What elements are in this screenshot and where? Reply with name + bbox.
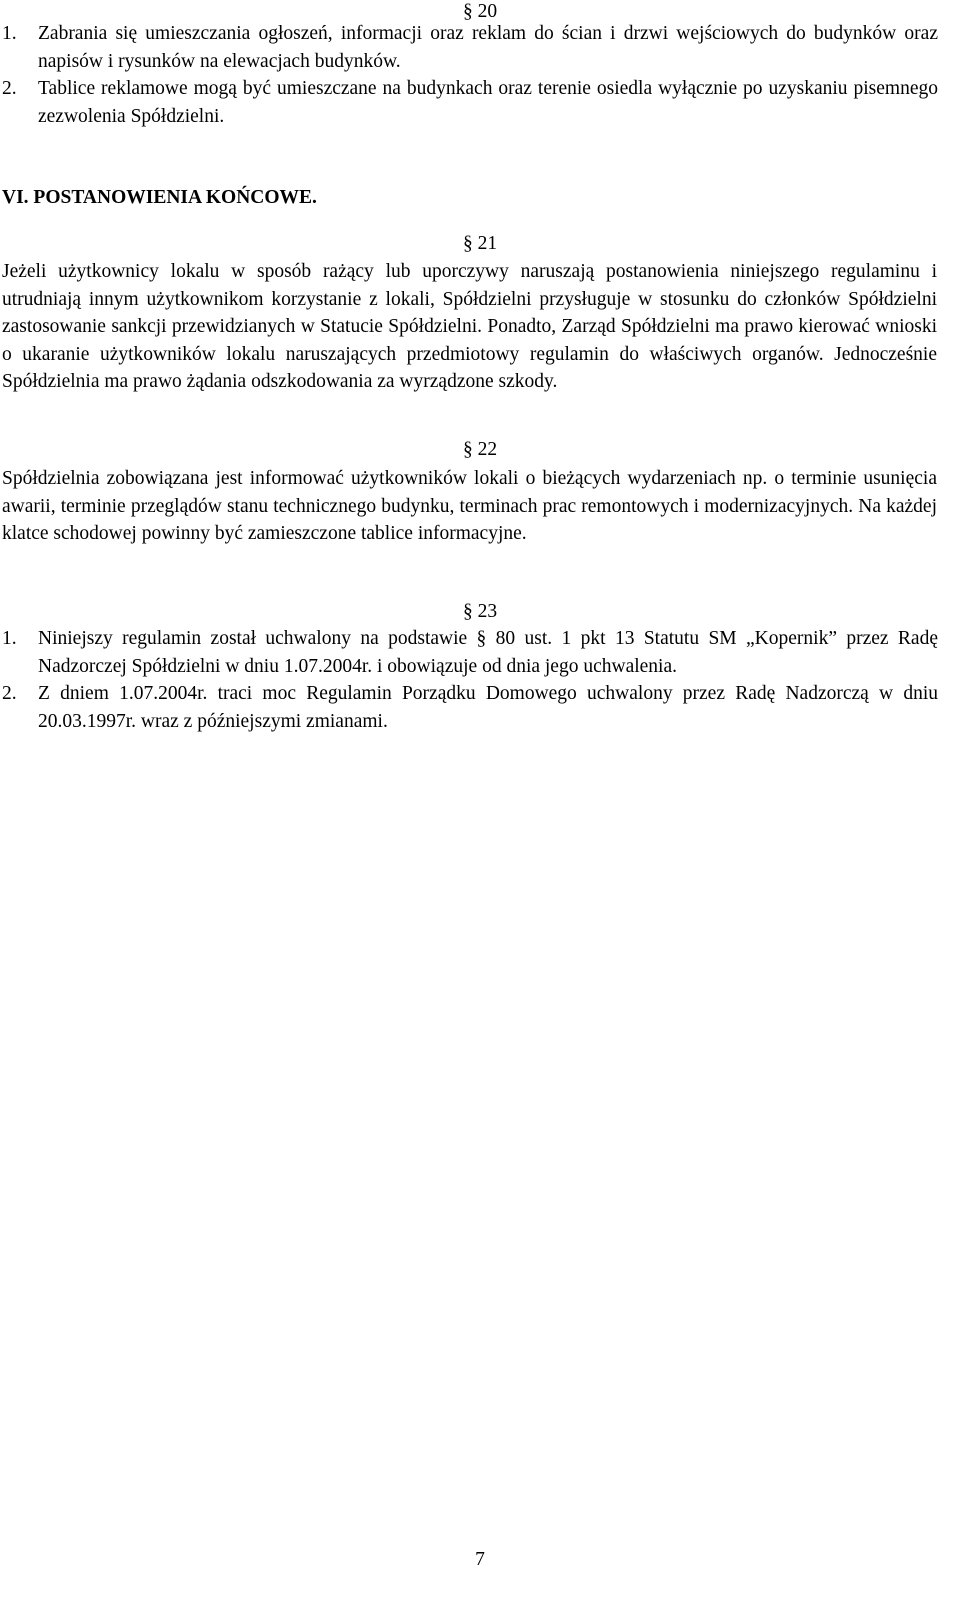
list-item-text: Tablice reklamowe mogą być umieszczane na budynkach oraz terenie osiedla wyłącznie po uzyskaniu pisemnego zezwolenia Spółdzielni. bbox=[38, 78, 938, 127]
section-22-paragraph: Spółdzielnia zobowiązana jest informować użytkowników lokali o bieżących wydarzeniach np. o terminie usunięcia awarii, terminie przeglądów stanu technicznego budynku, terminach prac remontowych i modernizacyjnych. Na każdej klatce schodowej powinny być zamieszczone tablice informacyjne. bbox=[2, 468, 937, 544]
section-number: 23 bbox=[477, 601, 498, 622]
list-item bbox=[2, 20, 938, 75]
section-number: 22 bbox=[477, 439, 498, 460]
section-sign: § bbox=[462, 601, 473, 622]
chapter-heading: VI. POSTANOWIENIA KOŃCOWE. bbox=[2, 187, 317, 208]
list-item bbox=[2, 680, 938, 735]
list-item-text: Niniejszy regulamin został uchwalony na podstawie § 80 ust. 1 pkt 13 Statutu SM „Kopernik” przez Radę Nadzorczej Spółdzielni w dniu 1.07.2004r. i obowiązuje od dnia jego uchwalenia. bbox=[38, 628, 938, 677]
list-item bbox=[2, 625, 938, 680]
page-number: 7 bbox=[475, 1549, 485, 1570]
list-item-text: Zabrania się umieszczania ogłoszeń, informacji oraz reklam do ścian i drzwi wejściowych do budynków oraz napisów i rysunków na elewacjach budynków. bbox=[38, 23, 938, 72]
list-item-number: 2. bbox=[2, 78, 17, 99]
section-20-list bbox=[2, 20, 938, 130]
list-item bbox=[2, 75, 938, 130]
section-21-paragraph: Jeżeli użytkownicy lokalu w sposób rażący lub uporczywy naruszają postanowienia niniejszego regulaminu i utrudniają innym użytkownikom korzystanie z lokali, Spółdzielni przysługuje w stosunku do członków Spółdzielni zastosowanie sankcji przewidzianych w Statucie Spółdzielni. Ponadto, Zarząd Spółdzielni ma prawo kierować wnioski o ukaranie użytkowników lokalu naruszających przedmiotowy regulamin do właściwych organów. Jednocześnie Spółdzielnia ma prawo żądania odszkodowania za wyrządzone szkody. bbox=[2, 261, 937, 392]
list-item-number: 1. bbox=[2, 628, 17, 649]
list-item-number: 1. bbox=[2, 23, 17, 44]
section-sign: § bbox=[462, 233, 473, 254]
section-number: 21 bbox=[477, 233, 498, 254]
list-item-number: 2. bbox=[2, 683, 17, 704]
section-23-heading bbox=[0, 600, 960, 624]
section-sign: § bbox=[462, 1, 473, 22]
section-21-heading bbox=[0, 232, 960, 256]
section-23-list bbox=[2, 625, 938, 735]
section-sign: § bbox=[462, 439, 473, 460]
section-number: 20 bbox=[477, 1, 498, 22]
section-22-heading bbox=[0, 438, 960, 462]
list-item-text: Z dniem 1.07.2004r. traci moc Regulamin Porządku Domowego uchwalony przez Radę Nadzorczą w dniu 20.03.1997r. wraz z późniejszymi zmianami. bbox=[38, 683, 938, 732]
